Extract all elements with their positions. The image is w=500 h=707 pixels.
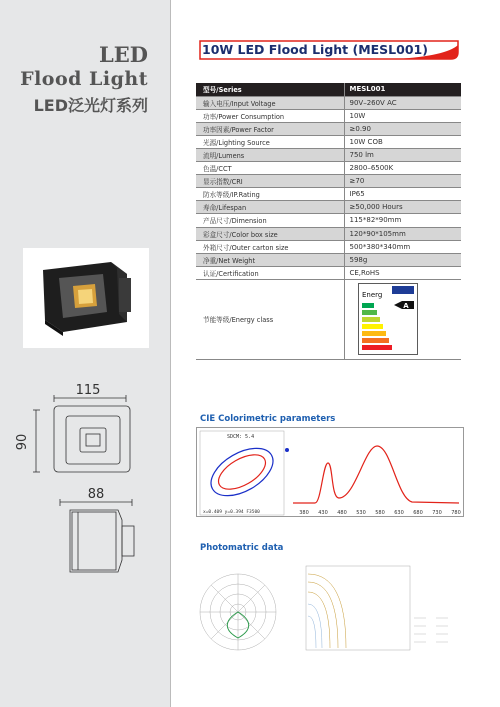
photometric-title: Photomatric data	[200, 543, 284, 553]
spec-row: 光源/Lighting Source 10W COB	[196, 135, 461, 148]
dim-height-label: 90	[15, 433, 30, 451]
energy-class-badge: A	[402, 302, 409, 311]
spec-row: 认证/Certification CE,RoHS	[196, 266, 461, 279]
svg-text:380: 380	[299, 510, 309, 516]
energy-label-icon	[358, 283, 418, 355]
product-title: 10W LED Flood Light (MESL001)	[202, 42, 428, 57]
svg-text:480: 480	[337, 510, 347, 516]
svg-text:630: 630	[394, 510, 404, 516]
spec-row: 外箱尺寸/Outer carton size 500*380*340mm	[196, 240, 461, 253]
svg-text:530: 530	[356, 510, 366, 516]
spec-row: 寿命/Lifespan ≥50,000 Hours	[196, 201, 461, 214]
photometric-panel	[196, 560, 464, 660]
svg-text:680: 680	[413, 510, 423, 516]
product-photo	[23, 248, 149, 348]
spec-row: 净重/Net Weight 598g	[196, 253, 461, 266]
svg-text:780: 780	[451, 510, 461, 516]
spec-row: 防水等级/IP.Rating IP65	[196, 188, 461, 201]
title-chinese: LED泛光灯系列	[33, 96, 148, 115]
svg-text:730: 730	[432, 510, 442, 516]
spec-row: 输入电压/Input Voltage 90V–260V AC	[196, 96, 461, 109]
cie-panel	[196, 427, 464, 517]
cie-title: CIE Colorimetric parameters	[200, 414, 336, 424]
cie-coords: x=0.409 y=0.394 F3500	[203, 510, 260, 515]
dimension-drawing	[15, 380, 158, 590]
spec-row: 型号/Series MESL001	[196, 83, 461, 96]
spec-row: 色温/CCT 2800–6500K	[196, 162, 461, 175]
sidebar	[0, 0, 170, 707]
dim-width-label: 115	[75, 383, 101, 398]
svg-text:430: 430	[318, 510, 328, 516]
title-flood-light: Flood Light	[20, 68, 148, 90]
spec-row: 产品尺寸/Dimension 115*82*90mm	[196, 214, 461, 227]
svg-text:Energ: Energ	[361, 291, 382, 300]
title-led: LED	[99, 42, 148, 67]
sidebar-divider	[170, 0, 171, 707]
spec-row: 流明/Lumens 750 lm	[196, 148, 461, 161]
cie-sdcm-label: SDCM: 5.4	[227, 434, 255, 440]
spec-row-energy: 节能等级/Energy class Energ A	[196, 279, 461, 359]
spec-row: 彩盒尺寸/Color box size 120*90*105mm	[196, 227, 461, 240]
spec-row: 功率因素/Power Factor ≥0.90	[196, 122, 461, 135]
spec-table	[196, 83, 461, 360]
dim-depth-label: 88	[87, 487, 105, 502]
spec-row: 功率/Power Consumption 10W	[196, 109, 461, 122]
spec-row: 显示指数/CRI ≥70	[196, 175, 461, 188]
svg-text:580: 580	[375, 510, 385, 516]
